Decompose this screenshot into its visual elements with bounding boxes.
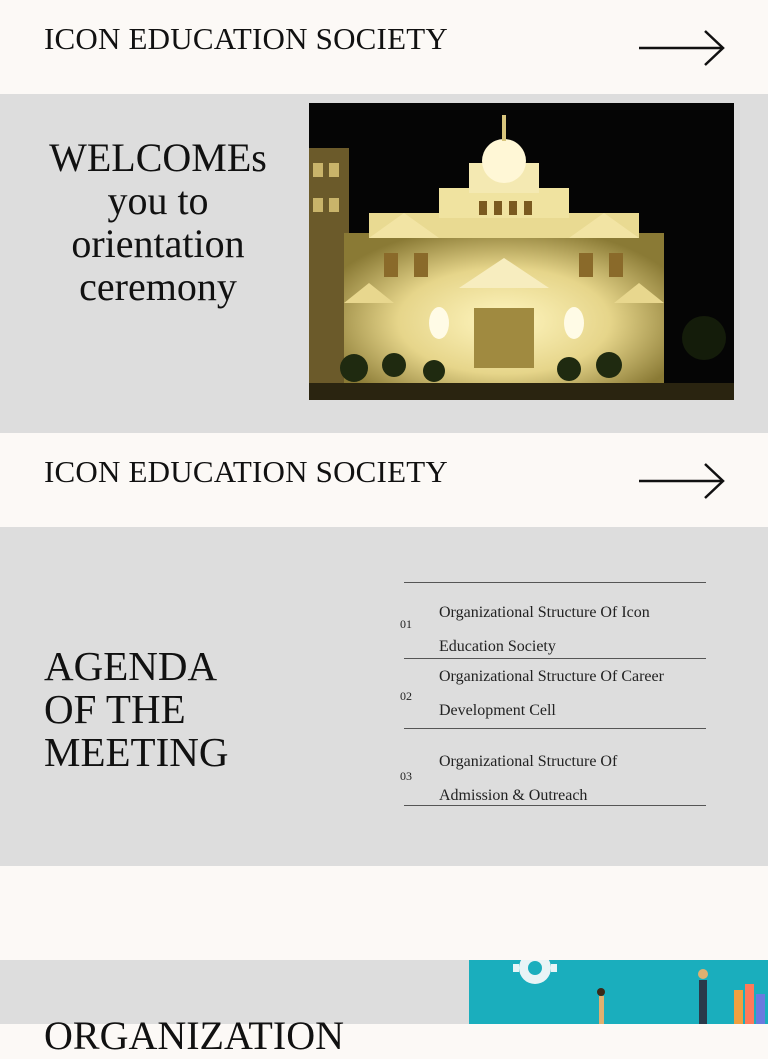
welcome-line: ceremony xyxy=(79,264,237,309)
welcome-line: WELCOMEs xyxy=(49,135,267,180)
divider xyxy=(404,582,706,583)
divider xyxy=(404,658,706,659)
divider xyxy=(404,805,706,806)
teamwork-illustration xyxy=(469,960,768,1024)
header-band xyxy=(0,0,768,94)
agenda-heading xyxy=(44,645,284,774)
welcome-heading xyxy=(30,136,286,308)
agenda-item-text xyxy=(439,745,701,813)
agenda-item-number: 03 xyxy=(400,769,412,783)
society-title: ICON EDUCATION SOCIETY xyxy=(44,454,448,489)
agenda-item-line: Organizational Structure Of Career xyxy=(439,668,664,685)
agenda-item-line: Admission & Outreach xyxy=(439,787,588,804)
agenda-heading-line: AGENDA xyxy=(44,643,218,689)
agenda-item-line: Education Society xyxy=(439,638,556,655)
spacer-band xyxy=(0,866,768,960)
welcome-line: orientation xyxy=(71,221,245,266)
agenda-item-line: Organizational Structure Of Icon xyxy=(439,604,650,621)
agenda-heading-line: MEETING xyxy=(44,729,229,775)
organization-heading: ORGANIZATION xyxy=(44,1013,344,1058)
second-header-band xyxy=(0,433,768,527)
right-arrow-icon[interactable] xyxy=(637,28,727,68)
society-title: ICON EDUCATION SOCIETY xyxy=(44,21,448,56)
agenda-item-text xyxy=(439,660,701,728)
agenda-item-number: 02 xyxy=(400,689,412,703)
agenda-item-number: 01 xyxy=(400,617,412,631)
welcome-line: you to xyxy=(107,178,209,223)
right-arrow-icon[interactable] xyxy=(637,461,727,501)
agenda-item-line: Organizational Structure Of xyxy=(439,753,618,770)
agenda-item-text xyxy=(439,596,701,664)
agenda-heading-line: OF THE xyxy=(44,686,186,732)
divider xyxy=(404,728,706,729)
palace-photo xyxy=(309,103,734,400)
agenda-item-line: Development Cell xyxy=(439,702,556,719)
